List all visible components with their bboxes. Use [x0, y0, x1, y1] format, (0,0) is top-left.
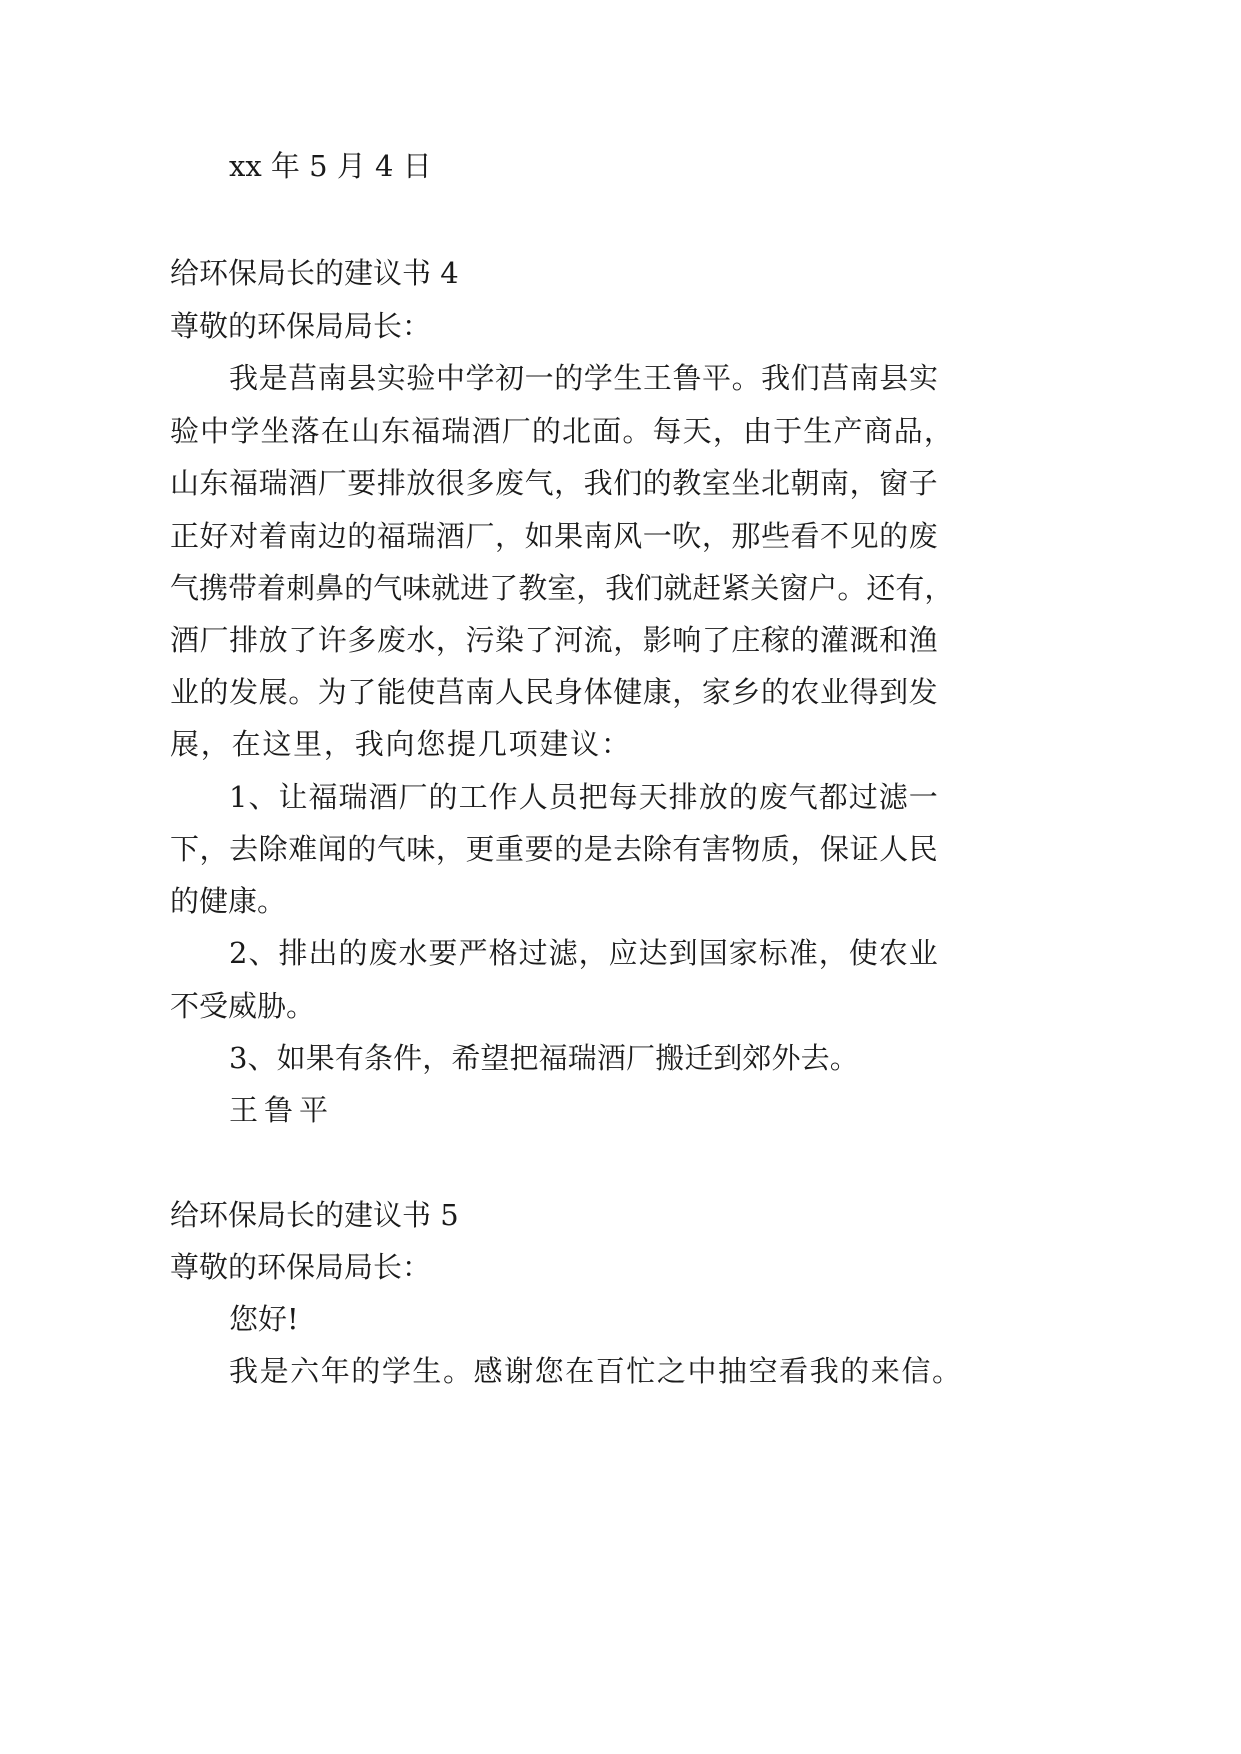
- date-line: xx 年 5 月 4 日: [229, 149, 432, 183]
- letter5-greeting: 您好!: [229, 1302, 299, 1336]
- letter4-body-line: 验 中 学 坐 落 在 山 东 福 瑞 酒 厂 的 北 面 。 每 天 ， 由 于 生 产 商 品 ，: [170, 414, 953, 448]
- letter5-salutation: 尊敬的环保局局长：: [170, 1250, 432, 1284]
- suggestion-2-line: 2 、 排 出 的 废 水 要 严 格 过 滤 ， 应 达 到 国 家 标 准 ， 使 农 业: [229, 936, 938, 970]
- letter4-body-line: 正 好 对 着 南 边 的 福 瑞 酒 厂 ， 如 果 南 风 一 吹 ， 那 些 看 不 见 的 废: [170, 519, 938, 553]
- letter4-body-line: 我 是 莒 南 县 实 验 中 学 初 一 的 学 生 王 鲁 平 。 我 们 莒 南 县 实: [229, 361, 938, 395]
- letter4-title: 给环保局长的建议书 4: [170, 256, 459, 290]
- letter5-body-line: 我 是 六 年 的 学 生 。 感 谢 您 在 百 忙 之 中 抽 空 看 我 的 来 信 。: [229, 1354, 961, 1388]
- suggestion-1-line: 的健康。: [170, 884, 287, 918]
- suggestion-3-line: 3 、 如 果 有 条 件 ， 希 望 把 福 瑞 酒 厂 搬 迁 到 郊 外 去 。: [229, 1041, 859, 1075]
- suggestion-1-line: 下 ， 去 除 难 闻 的 气 味 ， 更 重 要 的 是 去 除 有 害 物 质 ， 保 证 人 民: [170, 832, 938, 866]
- letter5-title: 给环保局长的建议书 5: [170, 1198, 459, 1232]
- suggestion-2-line: 不受威胁。: [170, 989, 316, 1023]
- letter4-body-line: 酒 厂 排 放 了 许 多 废 水 ， 污 染 了 河 流 ， 影 响 了 庄 稼 的 灌 溉 和 渔: [170, 623, 938, 657]
- letter4-body-line: 业 的 发 展 。 为 了 能 使 莒 南 人 民 身 体 健 康 ， 家 乡 的 农 业 得 到 发: [170, 675, 938, 709]
- letter4-salutation: 尊敬的环保局局长：: [170, 309, 432, 343]
- letter4-body-line: 气 携 带 着 刺 鼻 的 气 味 就 进 了 教 室 ， 我 们 就 赶 紧 关 窗 户 。 还 有 ，: [170, 571, 954, 605]
- letter4-body-line: 山 东 福 瑞 酒 厂 要 排 放 很 多 废 气 ， 我 们 的 教 室 坐 北 朝 南 ， 窗 子: [170, 466, 938, 500]
- signature: 王鲁平: [229, 1093, 335, 1127]
- letter4-body-line: 展 ， 在 这 里 ， 我 向 您 提 几 项 建 议 ：: [170, 727, 630, 761]
- suggestion-1-line: 1 、 让 福 瑞 酒 厂 的 工 作 人 员 把 每 天 排 放 的 废 气 都 过 滤 一: [229, 780, 938, 814]
